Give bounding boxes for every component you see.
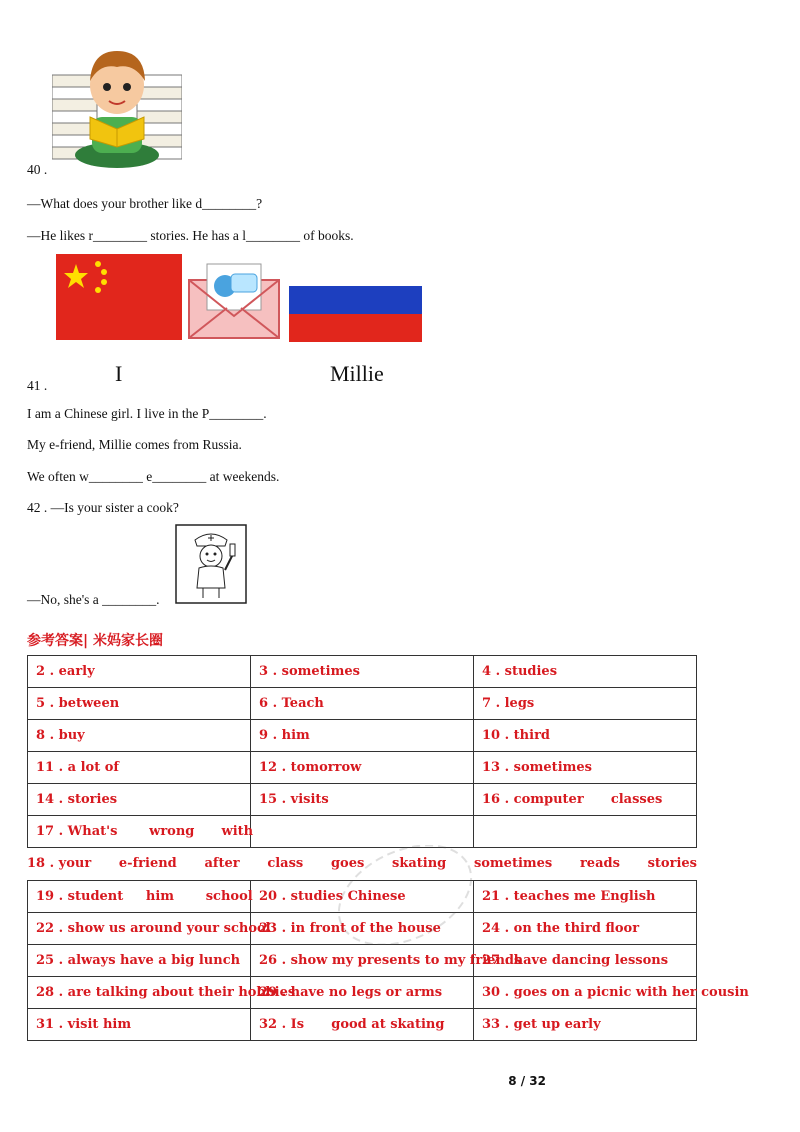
answer-cell: 32 . Is good at skating [251,1009,474,1041]
question-40-line-1: —What does your brother like d________? [27,196,263,211]
answer-cell: 20 . studies Chinese [251,881,474,913]
question-41-line-3: We often w________ e________ at weekends. [27,469,280,484]
answer-cell: 2 . early [28,656,251,688]
answer-row [28,945,697,977]
answer-cell: 22 . show us around your school [28,913,251,945]
question-41-line-1: I am a Chinese girl. I live in the P________. [27,406,267,421]
answer-row-18 [27,856,697,871]
answer-row [28,977,697,1009]
answers-table-2 [27,880,749,1041]
answer-18-word: after [204,856,240,871]
answer-cell: 9 . him [251,720,474,752]
answer-cell: 11 . a lot of [28,752,251,784]
question-41-line-2: My e-friend, Millie comes from Russia. [27,437,242,452]
answers-title: 参考答案| 米妈家长圈 [27,633,163,649]
answer-cell: 8 . buy [28,720,251,752]
page-number: 8 / 32 [508,1074,546,1088]
answer-18-word: class [267,856,304,871]
answer-cell: 17 . What's wrong with [28,816,251,848]
answer-row [28,881,697,913]
question-40-number: 40 . [27,162,48,177]
answer-cell: 23 . in front of the house [251,913,474,945]
answer-row [28,816,697,848]
label-i: I [115,361,123,386]
answer-cell [474,816,697,848]
question-40-line-2: —He likes r________ stories. He has a l________ of books. [27,228,354,243]
question-42-line-1: 42 . —Is your sister a cook? [27,500,179,515]
answers-table-1 [27,655,697,848]
answer-cell [251,816,474,848]
nurse-illustration [175,524,247,604]
answer-18-word: reads [579,856,620,871]
answer-cell: 14 . stories [28,784,251,816]
answer-row [28,656,697,688]
answer-row [28,720,697,752]
answer-cell: 7 . legs [474,688,697,720]
answer-cell: 31 . visit him [28,1009,251,1041]
answer-cell: 6 . Teach [251,688,474,720]
answer-row [28,752,697,784]
answer-cell: 12 . tomorrow [251,752,474,784]
answer-18-word: 18 . your [27,856,92,871]
answer-cell: 3 . sometimes [251,656,474,688]
envelope-email-icon [187,254,281,340]
answer-cell: 21 . teaches me English [474,881,697,913]
answer-18-word: e-friend [118,856,177,871]
answer-cell: 30 . goes on a picnic with her cousin [474,977,697,1009]
answer-cell: 19 . student him school [28,881,251,913]
answer-18-word: sometimes [473,856,553,871]
answer-cell: 4 . studies [474,656,697,688]
answer-18-word: stories [647,856,697,871]
china-flag-image [56,254,182,340]
question-42-line-2: —No, she's a ________. [27,592,160,607]
answer-row [28,688,697,720]
child-reading-illustration [52,45,182,170]
answer-cell: 29 . have no legs or arms [251,977,474,1009]
answer-row [28,1009,697,1041]
answer-row [28,913,697,945]
answer-18-word: skating [392,856,447,871]
label-millie: Millie [330,361,384,386]
answer-cell: 28 . are talking about their hobbies [28,977,251,1009]
answer-cell: 24 . on the third floor [474,913,697,945]
answer-cell: 15 . visits [251,784,474,816]
answer-cell: 13 . sometimes [474,752,697,784]
answer-18-word: goes [330,856,365,871]
question-41-number: 41 . [27,378,48,393]
answer-cell: 10 . third [474,720,697,752]
answer-cell: 26 . show my presents to my friends [251,945,474,977]
answer-cell: 25 . always have a big lunch [28,945,251,977]
answer-cell: 33 . get up early [474,1009,697,1041]
answer-cell: 5 . between [28,688,251,720]
answer-cell: 27 . have dancing lessons [474,945,697,977]
russia-flag-image [289,258,422,342]
answer-row [28,784,697,816]
answer-cell: 16 . computer classes [474,784,697,816]
